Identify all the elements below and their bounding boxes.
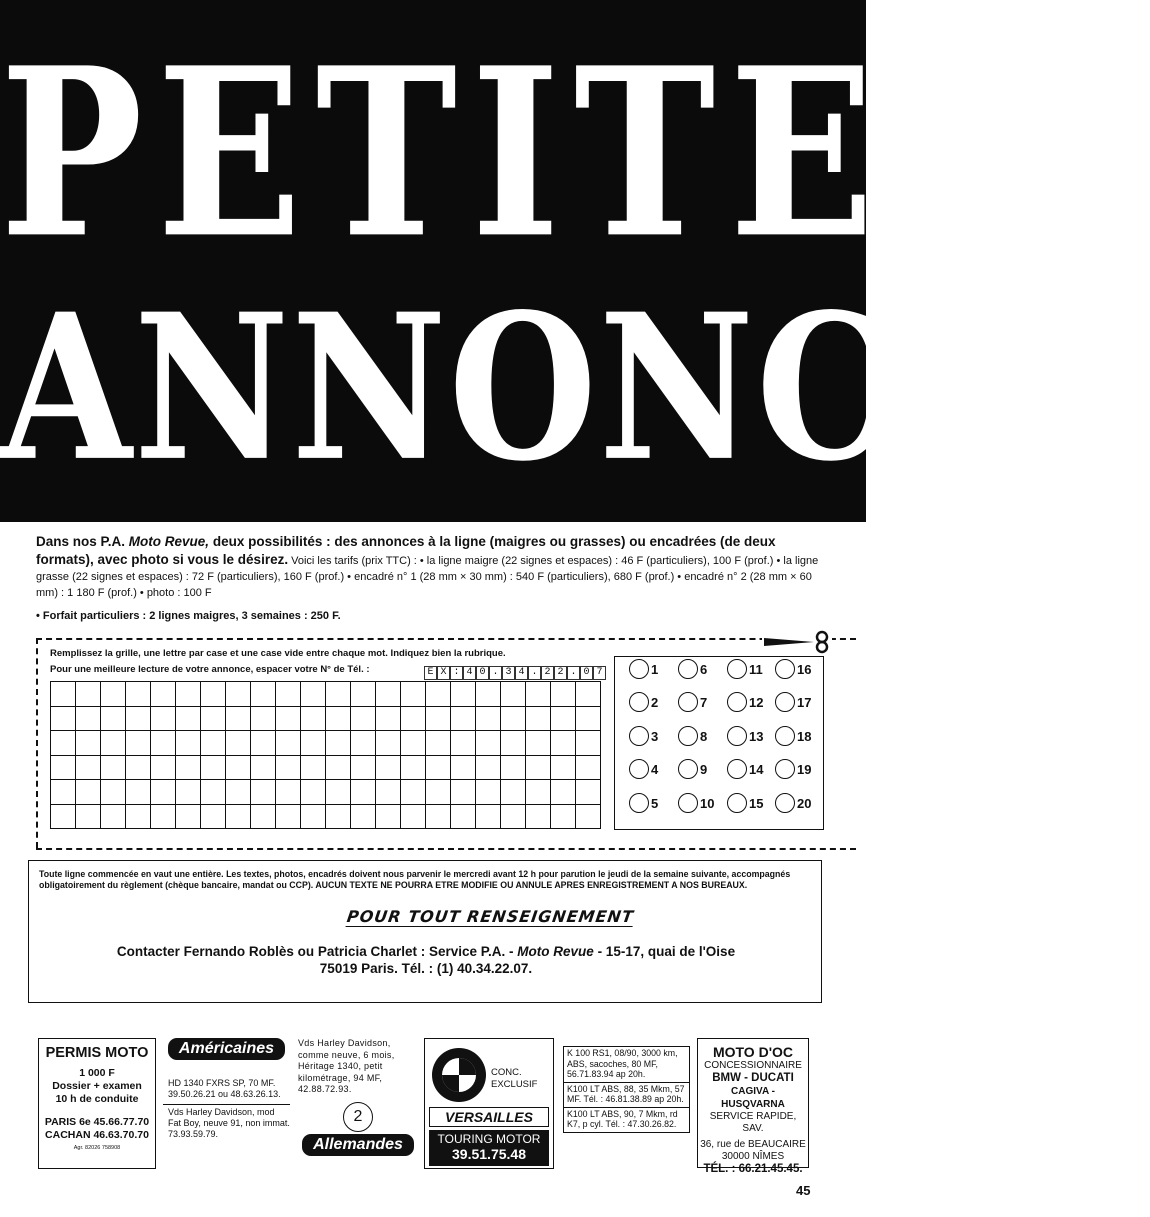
- letter-cell[interactable]: [151, 756, 176, 781]
- ad-motodoc-l4: SERVICE RAPIDE, SAV.: [709, 1111, 797, 1134]
- letter-cell[interactable]: [101, 805, 126, 830]
- letter-cell[interactable]: [226, 731, 251, 756]
- letter-cell[interactable]: [401, 731, 426, 756]
- letter-cell[interactable]: [451, 805, 476, 830]
- title-banner: [0, 0, 1150, 522]
- ad-motodoc-l1: CONCESSIONNAIRE: [704, 1060, 802, 1071]
- ad-k100-list: [563, 1046, 690, 1133]
- letter-cell[interactable]: [101, 756, 126, 781]
- letter-cell[interactable]: [351, 682, 376, 707]
- ad-permis-line2: 10 h de conduite: [55, 1093, 139, 1105]
- letter-cell[interactable]: [351, 707, 376, 732]
- category-americaines: Américaines: [168, 1038, 285, 1060]
- letter-cell[interactable]: [551, 731, 576, 756]
- info-heading: POUR TOUT RENSEIGNEMENT: [345, 907, 636, 926]
- letter-cell[interactable]: [301, 780, 326, 805]
- letter-cell[interactable]: [376, 780, 401, 805]
- category-allemandes: Allemandes: [302, 1134, 414, 1156]
- letter-cell[interactable]: [451, 707, 476, 732]
- radio-circle-icon[interactable]: [678, 759, 698, 779]
- letter-cell[interactable]: [576, 707, 601, 732]
- ad-permis-price: 1 000 F: [79, 1067, 115, 1079]
- letter-cell[interactable]: [151, 731, 176, 756]
- rubrique-number: 10: [700, 795, 715, 811]
- letter-cell[interactable]: [376, 805, 401, 830]
- rubrique-option[interactable]: [678, 692, 707, 712]
- letter-cell[interactable]: [76, 682, 101, 707]
- letter-cell[interactable]: [501, 731, 526, 756]
- radio-circle-icon[interactable]: [678, 659, 698, 679]
- radio-circle-icon[interactable]: [629, 692, 649, 712]
- radio-circle-icon[interactable]: [727, 726, 747, 746]
- radio-circle-icon[interactable]: [775, 659, 795, 679]
- letter-cell[interactable]: [526, 780, 551, 805]
- radio-circle-icon[interactable]: [775, 759, 795, 779]
- rubrique-number: 2: [651, 694, 659, 710]
- letter-cell[interactable]: [226, 780, 251, 805]
- radio-circle-icon[interactable]: [629, 726, 649, 746]
- rubrique-number: 16: [797, 661, 812, 677]
- letter-cell[interactable]: [276, 780, 301, 805]
- letter-cell[interactable]: [76, 731, 101, 756]
- letter-cell[interactable]: [126, 731, 151, 756]
- letter-cell[interactable]: [476, 731, 501, 756]
- letter-cell[interactable]: [176, 805, 201, 830]
- rubrique-option[interactable]: [678, 726, 707, 746]
- letter-cell[interactable]: [301, 707, 326, 732]
- contact-prefix: Contacter Fernando Roblès ou Patricia Charlet : Service P.A. -: [116, 944, 514, 959]
- letter-cell[interactable]: [251, 682, 276, 707]
- rubrique-number: 7: [700, 694, 708, 710]
- letter-cell[interactable]: [576, 756, 601, 781]
- radio-circle-icon[interactable]: [629, 659, 649, 679]
- rubrique-number: 13: [749, 728, 764, 744]
- rubrique-number: 15: [749, 795, 764, 811]
- letter-cell[interactable]: [126, 707, 151, 732]
- letter-cell[interactable]: [251, 780, 276, 805]
- letter-cell[interactable]: [301, 731, 326, 756]
- ad-k100-1: K 100 RS1, 08/90, 3000 km, ABS, sacoches, 80 MF, 56.71.83.94 ap 20h.: [563, 1046, 690, 1083]
- conc-label: CONC.: [491, 1067, 522, 1078]
- phone-example-char: .: [528, 666, 541, 680]
- contact-suffix: - 15-17, quai de l'Oise: [597, 944, 736, 959]
- letter-cell[interactable]: [276, 805, 301, 830]
- rubrique-option[interactable]: [678, 793, 714, 813]
- letter-cell[interactable]: [326, 805, 351, 830]
- lead-magazine: Moto Revue,: [128, 534, 210, 549]
- letter-cell[interactable]: [501, 780, 526, 805]
- ad-motodoc-l5: 36, rue de BEAUCAIRE: [700, 1139, 806, 1150]
- ad-k100-2: K100 LT ABS, 88, 35 Mkm, 57 MF. Tél. : 46.81.38.89 ap 20h.: [563, 1083, 690, 1108]
- letter-cell[interactable]: [326, 780, 351, 805]
- page-number: 45: [796, 1183, 811, 1198]
- letter-cell[interactable]: [401, 805, 426, 830]
- rubrique-option[interactable]: [629, 659, 658, 679]
- letter-cell[interactable]: [276, 756, 301, 781]
- letter-cell[interactable]: [526, 682, 551, 707]
- ad-harley-heritage: Vds Harley Davidson, comme neuve, 6 mois, Héritage 1340, petit kilométrage, 94 MF, 42.88.72.93.: [298, 1038, 395, 1094]
- letter-cell[interactable]: [376, 707, 401, 732]
- ad-allemandes: [298, 1038, 418, 1169]
- radio-circle-icon[interactable]: [678, 793, 698, 813]
- letter-cell[interactable]: [101, 780, 126, 805]
- letter-cell[interactable]: [226, 756, 251, 781]
- tarifs-text: Voici les tarifs (prix TTC) : • la ligne maigre (22 signes et espaces) : 46 F (particuliers), 100 F (prof.) • la ligne grasse (22 signes et espaces) : 72 F (particuliers), 160 F (prof.) • encadré n° 1 (28 mm × 30 mm) : 540 F (particuliers), 680 F (prof.) • encadré n° 2 (28 mm × 60 mm) : 1 180 F (prof.) • photo : 100 F: [36, 555, 819, 599]
- ad-americaines-1: HD 1340 FXRS SP, 70 MF. 39.50.26.21 ou 48.63.26.13.: [168, 1078, 281, 1099]
- ad-permis-line1: Dossier + examen: [52, 1080, 142, 1092]
- letter-cell[interactable]: [176, 780, 201, 805]
- letter-cell[interactable]: [201, 780, 226, 805]
- radio-circle-icon[interactable]: [727, 759, 747, 779]
- letter-cell[interactable]: [501, 707, 526, 732]
- letter-cell[interactable]: [251, 805, 276, 830]
- letter-cell[interactable]: [426, 805, 451, 830]
- letter-cell[interactable]: [426, 682, 451, 707]
- rubrique-option[interactable]: [775, 759, 811, 779]
- letter-cell[interactable]: [551, 805, 576, 830]
- letter-cell[interactable]: [51, 756, 76, 781]
- letter-cell[interactable]: [576, 805, 601, 830]
- bmw-logo-icon: [431, 1047, 487, 1103]
- rubrique-number: 14: [749, 761, 764, 777]
- letter-cell[interactable]: [151, 805, 176, 830]
- letter-cell[interactable]: [476, 780, 501, 805]
- cut-line-top: [36, 638, 856, 640]
- ad-motodoc-l3: CAGIVA - HUSQVARNA: [721, 1086, 785, 1110]
- radio-circle-icon[interactable]: [629, 793, 649, 813]
- rubrique-number: 4: [651, 761, 659, 777]
- rubrique-option[interactable]: [775, 726, 811, 746]
- rubrique-option[interactable]: [727, 793, 763, 813]
- contact-magazine: Moto Revue: [517, 944, 594, 959]
- rubrique-option[interactable]: [775, 659, 811, 679]
- letter-cell[interactable]: [351, 731, 376, 756]
- radio-circle-icon[interactable]: [678, 692, 698, 712]
- letter-grid[interactable]: [50, 681, 601, 829]
- letter-cell[interactable]: [176, 756, 201, 781]
- letter-cell[interactable]: [151, 780, 176, 805]
- radio-circle-icon[interactable]: [727, 692, 747, 712]
- phone-example-char: .: [489, 666, 502, 680]
- phone-example-char: X: [437, 666, 450, 680]
- ad-americaines: [163, 1038, 290, 1169]
- letter-cell[interactable]: [551, 682, 576, 707]
- rubrique-option[interactable]: [629, 793, 658, 813]
- letter-cell[interactable]: [476, 756, 501, 781]
- letter-cell[interactable]: [501, 756, 526, 781]
- letter-cell[interactable]: [476, 707, 501, 732]
- rubrique-option[interactable]: [629, 692, 658, 712]
- letter-cell[interactable]: [301, 682, 326, 707]
- rubrique-number: 1: [651, 661, 659, 677]
- rubrique-option[interactable]: [727, 726, 763, 746]
- letter-cell[interactable]: [251, 731, 276, 756]
- contact-text: [29, 943, 823, 977]
- letter-cell[interactable]: [251, 756, 276, 781]
- letter-cell[interactable]: [51, 805, 76, 830]
- radio-circle-icon[interactable]: [727, 659, 747, 679]
- letter-cell[interactable]: [326, 707, 351, 732]
- phone-example-char: :: [450, 666, 463, 680]
- radio-circle-icon[interactable]: [629, 759, 649, 779]
- radio-circle-icon[interactable]: [727, 793, 747, 813]
- letter-cell[interactable]: [576, 682, 601, 707]
- cut-line-bottom: [36, 848, 856, 850]
- letter-cell[interactable]: [176, 731, 201, 756]
- phone-example-char: 0: [580, 666, 593, 680]
- lead-rest: deux possibilités : des annonces à la ligne (maigres ou grasses) ou encadrées (de deux formats), avec photo si vous le désirez.: [36, 534, 776, 567]
- letter-cell[interactable]: [51, 780, 76, 805]
- rubrique-number: 9: [700, 761, 708, 777]
- letter-cell[interactable]: [426, 707, 451, 732]
- rubrique-number: 8: [700, 728, 708, 744]
- ad-moto-doc: [697, 1038, 809, 1175]
- letter-cell[interactable]: [501, 682, 526, 707]
- title-annonces: ANNONCES: [0, 270, 1150, 507]
- intro-text: [36, 533, 836, 601]
- letter-cell[interactable]: [526, 805, 551, 830]
- letter-cell[interactable]: [351, 805, 376, 830]
- letter-cell[interactable]: [201, 707, 226, 732]
- letter-cell[interactable]: [501, 805, 526, 830]
- rubrique-number: 3: [651, 728, 659, 744]
- letter-cell[interactable]: [426, 731, 451, 756]
- exclusif-label: EXCLUSIF: [491, 1079, 538, 1090]
- letter-cell[interactable]: [401, 707, 426, 732]
- letter-cell[interactable]: [276, 731, 301, 756]
- rubrique-number: 11: [749, 661, 763, 677]
- letter-cell[interactable]: [101, 682, 126, 707]
- lead-prefix: Dans nos P.A.: [36, 534, 126, 549]
- rubrique-option[interactable]: [727, 692, 763, 712]
- letter-cell[interactable]: [126, 756, 151, 781]
- contact-address: 75019 Paris. Tél. : (1) 40.34.22.07.: [319, 961, 533, 976]
- letter-cell[interactable]: [201, 731, 226, 756]
- rubrique-selector[interactable]: [614, 656, 824, 830]
- form-instruction: Remplissez la grille, une lettre par case et une case vide entre chaque mot. Indiquez bien la rubrique.: [50, 648, 506, 659]
- rubrique-option[interactable]: [727, 659, 763, 679]
- rubrique-option[interactable]: [727, 759, 763, 779]
- letter-cell[interactable]: [376, 756, 401, 781]
- letter-cell[interactable]: [301, 805, 326, 830]
- letter-cell[interactable]: [101, 707, 126, 732]
- letter-cell[interactable]: [451, 682, 476, 707]
- letter-cell[interactable]: [51, 682, 76, 707]
- letter-cell[interactable]: [476, 805, 501, 830]
- ad-permis-moto: [38, 1038, 156, 1169]
- letter-cell[interactable]: [551, 780, 576, 805]
- letter-cell[interactable]: [251, 707, 276, 732]
- rubrique-number: 5: [651, 795, 659, 811]
- letter-cell[interactable]: [576, 731, 601, 756]
- touring-motor-name: TOURING MOTOR: [437, 1132, 541, 1146]
- phone-example-char: 3: [502, 666, 515, 680]
- ad-permis-agr: Agr. 82026 758908: [73, 1145, 121, 1151]
- rubrique-number: 18: [797, 728, 812, 744]
- radio-circle-icon[interactable]: [775, 726, 795, 746]
- letter-cell[interactable]: [201, 756, 226, 781]
- ad-motodoc-l2: BMW - DUCATI: [712, 1072, 794, 1084]
- phone-example: [424, 666, 606, 680]
- phone-example-char: 0: [476, 666, 489, 680]
- letter-cell[interactable]: [176, 707, 201, 732]
- radio-circle-icon[interactable]: [775, 793, 795, 813]
- rubrique-number: 19: [797, 761, 812, 777]
- ad-motodoc-l7: TÉL. : 66.21.45.45.: [703, 1163, 803, 1175]
- ad-americaines-2: Vds Harley Davidson, mod Fat Boy, neuve 91, non immat. 73.93.59.79.: [163, 1104, 290, 1140]
- letter-cell[interactable]: [201, 805, 226, 830]
- letter-cell[interactable]: [176, 682, 201, 707]
- phone-example-char: 7: [593, 666, 606, 680]
- rubrique-option[interactable]: [678, 659, 707, 679]
- letter-cell[interactable]: [76, 756, 101, 781]
- letter-cell[interactable]: [151, 707, 176, 732]
- letter-cell[interactable]: [551, 707, 576, 732]
- letter-cell[interactable]: [451, 780, 476, 805]
- phone-example-char: .: [567, 666, 580, 680]
- letter-cell[interactable]: [76, 707, 101, 732]
- ad-permis-cachan: CACHAN 46.63.70.70: [45, 1129, 149, 1141]
- letter-cell[interactable]: [401, 682, 426, 707]
- letter-cell[interactable]: [376, 682, 401, 707]
- radio-circle-icon[interactable]: [775, 692, 795, 712]
- rubrique-number: 20: [797, 795, 812, 811]
- letter-cell[interactable]: [401, 756, 426, 781]
- letter-cell[interactable]: [126, 780, 151, 805]
- letter-cell[interactable]: [576, 780, 601, 805]
- letter-cell[interactable]: [401, 780, 426, 805]
- rubrique-number: 12: [749, 694, 764, 710]
- letter-cell[interactable]: [526, 731, 551, 756]
- ad-permis-title: PERMIS MOTO: [45, 1045, 149, 1061]
- category-number: 2: [343, 1102, 373, 1132]
- phone-example-char: 2: [554, 666, 567, 680]
- letter-cell[interactable]: [201, 682, 226, 707]
- radio-circle-icon[interactable]: [678, 726, 698, 746]
- letter-cell[interactable]: [376, 731, 401, 756]
- letter-cell[interactable]: [226, 707, 251, 732]
- letter-cell[interactable]: [526, 707, 551, 732]
- letter-cell[interactable]: [451, 756, 476, 781]
- letter-cell[interactable]: [526, 756, 551, 781]
- ad-touring-motor: [424, 1038, 554, 1169]
- ad-permis-paris: PARIS 6e 45.66.77.70: [44, 1116, 150, 1128]
- rubrique-option[interactable]: [678, 759, 707, 779]
- ad-motodoc-title: MOTO D'OC: [712, 1044, 794, 1060]
- rubrique-number: 6: [700, 661, 708, 677]
- letter-cell[interactable]: [326, 682, 351, 707]
- versailles-label: VERSAILLES: [429, 1107, 549, 1127]
- letter-cell[interactable]: [51, 707, 76, 732]
- rubrique-option[interactable]: [629, 726, 658, 746]
- letter-cell[interactable]: [76, 805, 101, 830]
- letter-cell[interactable]: [276, 682, 301, 707]
- letter-cell[interactable]: [426, 756, 451, 781]
- rubrique-option[interactable]: [775, 692, 811, 712]
- cut-line-left: [36, 638, 38, 848]
- ad-motodoc-l6: 30000 NÎMES: [721, 1151, 785, 1162]
- letter-cell[interactable]: [276, 707, 301, 732]
- letter-cell[interactable]: [476, 682, 501, 707]
- letter-cell[interactable]: [451, 731, 476, 756]
- letter-cell[interactable]: [326, 756, 351, 781]
- ad-k100-3: K100 LT ABS, 90, 7 Mkm, rd K7, p cyl. Tél. : 47.30.26.82.: [563, 1108, 690, 1133]
- letter-cell[interactable]: [151, 682, 176, 707]
- letter-cell[interactable]: [426, 780, 451, 805]
- letter-cell[interactable]: [226, 682, 251, 707]
- phone-example-char: 4: [515, 666, 528, 680]
- letter-cell[interactable]: [126, 682, 151, 707]
- letter-cell[interactable]: [551, 756, 576, 781]
- letter-cell[interactable]: [101, 731, 126, 756]
- forfait-text: • Forfait particuliers : 2 lignes maigres, 3 semaines : 250 F.: [36, 610, 341, 622]
- rubrique-option[interactable]: [629, 759, 658, 779]
- rubrique-number: 17: [797, 694, 812, 710]
- title-petites: PETITES: [0, 17, 1040, 290]
- letter-cell[interactable]: [76, 780, 101, 805]
- letter-cell[interactable]: [126, 805, 151, 830]
- letter-cell[interactable]: [351, 780, 376, 805]
- letter-cell[interactable]: [301, 756, 326, 781]
- touring-motor-box: [429, 1130, 549, 1166]
- letter-cell[interactable]: [351, 756, 376, 781]
- phone-instruction: Pour une meilleure lecture de votre annonce, espacer votre N° de Tél. :: [50, 664, 370, 675]
- phone-example-char: 4: [463, 666, 476, 680]
- letter-cell[interactable]: [326, 731, 351, 756]
- rubrique-option[interactable]: [775, 793, 811, 813]
- info-box: [28, 860, 822, 1003]
- letter-cell[interactable]: [51, 731, 76, 756]
- phone-example-char: E: [424, 666, 437, 680]
- conditions-text: Toute ligne commencée en vaut une entière. Les textes, photos, encadrés doivent nous parvenir le mercredi avant 12 h pour parution le jeudi de la semaine suivante, accompagnés obligatoirement du règlement (chèque bancaire, mandat ou CCP). AUCUN TEXTE NE POURRA ETRE MODIFIE OU ANNULE APRES ENREGISTREMENT A NOS BUREAUX.: [39, 869, 791, 890]
- letter-cell[interactable]: [226, 805, 251, 830]
- touring-motor-tel: 39.51.75.48: [452, 1146, 526, 1162]
- phone-example-char: 2: [541, 666, 554, 680]
- scissors-icon: [762, 630, 832, 654]
